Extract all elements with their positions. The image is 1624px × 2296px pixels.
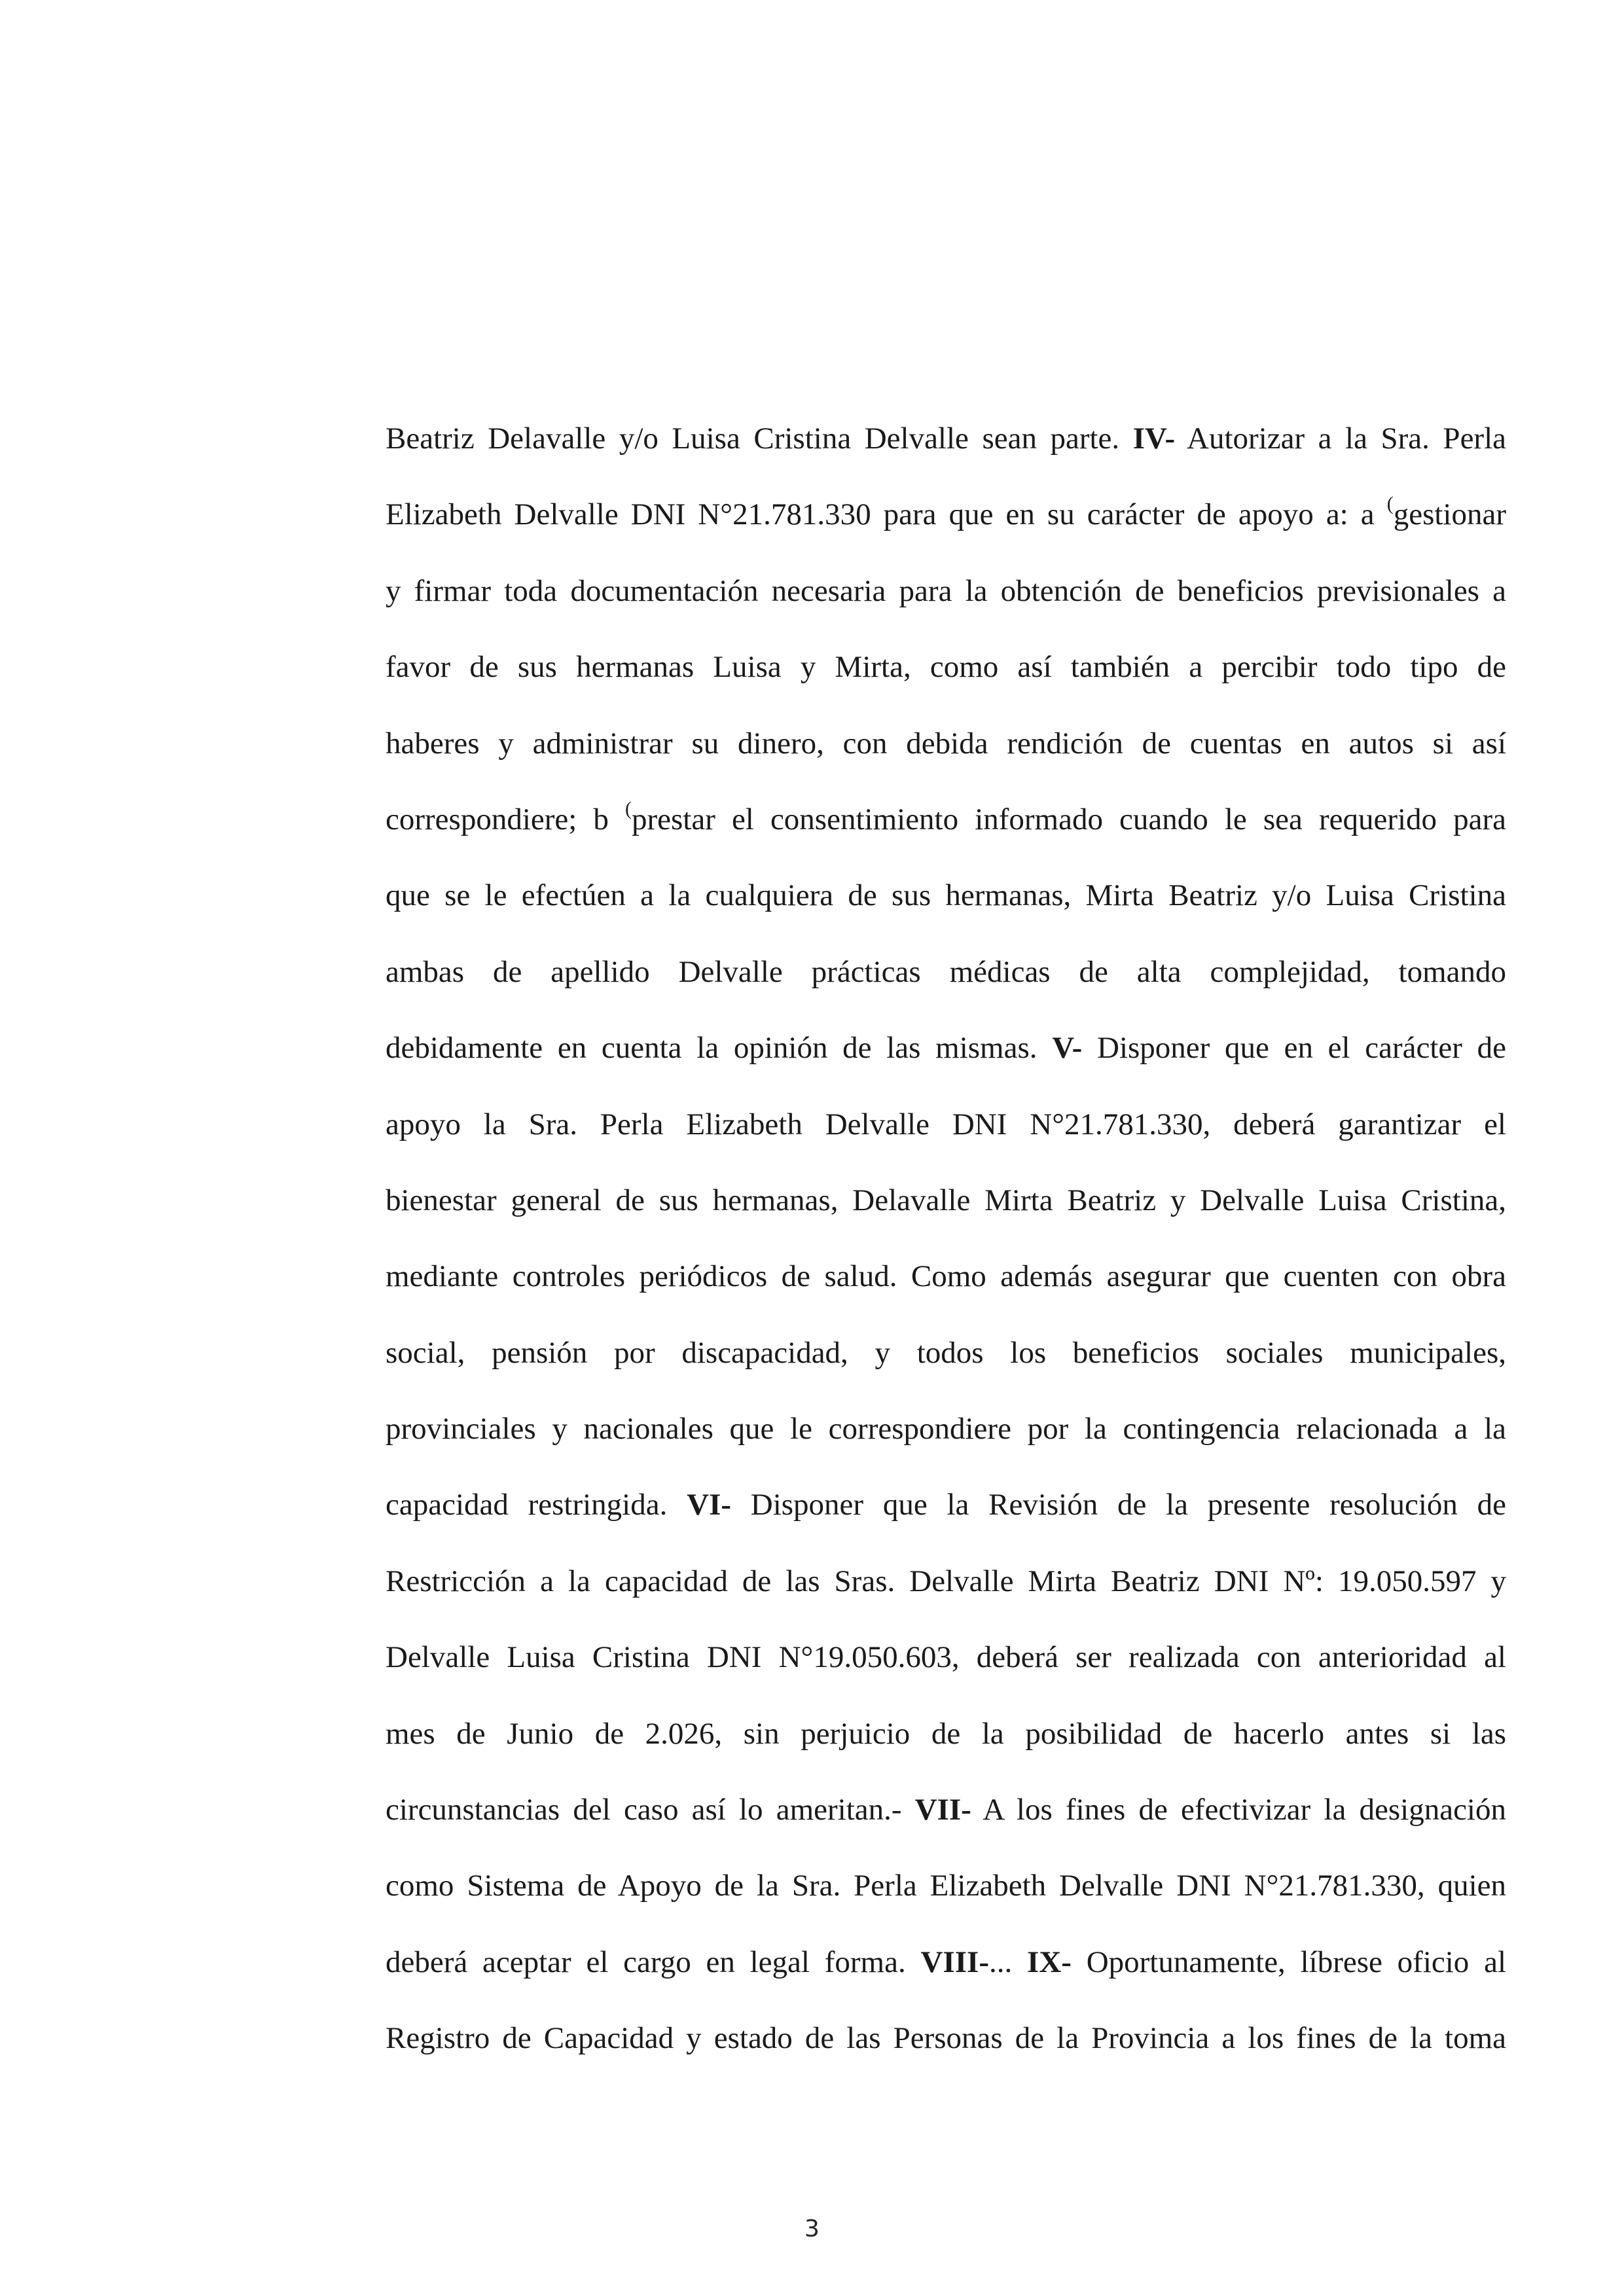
text-run: ... — [988, 1945, 1028, 1979]
text-run: A los fines de efectivizar la designación — [971, 1793, 1506, 1827]
text-line — [386, 1619, 1506, 1695]
text-run: circunstancias del caso así lo ameritan.- — [386, 1793, 915, 1827]
superscript-parenthesis: ( — [1386, 493, 1394, 515]
page-number: 3 — [804, 2215, 820, 2242]
text-run: mes de Junio de 2.026, sin perjuicio de la posibilidad de hacerlo antes si las — [386, 1716, 1506, 1751]
text-line — [386, 1162, 1506, 1238]
text-run: ambas de apellido Delvalle prácticas médicas de alta complejidad, tomando — [386, 954, 1506, 989]
text-line — [386, 401, 1506, 476]
text-line — [386, 934, 1506, 1010]
text-run: social, pensión por discapacidad, y todos los beneficios sociales municipales, — [386, 1335, 1506, 1370]
text-run: como Sistema de Apoyo de la Sra. Perla Elizabeth Delvalle DNI N°21.781.330, quien — [386, 1869, 1506, 1903]
section-numeral: IX- — [1027, 1945, 1072, 1979]
text-line — [386, 1543, 1506, 1619]
text-run: capacidad restringida. — [386, 1488, 687, 1522]
text-line — [386, 553, 1506, 629]
section-numeral: IV- — [1132, 422, 1176, 456]
text-run: Elizabeth Delvalle DNI N°21.781.330 para que en su carácter de apoyo a: a — [386, 497, 1387, 532]
text-run: provinciales y nacionales que le correspondiere por la contingencia relacionada a la — [386, 1412, 1506, 1446]
text-run: que se le efectúen a la cualquiera de sus hermanas, Mirta Beatriz y/o Luisa Cristina — [386, 878, 1506, 913]
text-line — [386, 1238, 1506, 1314]
text-run: deberá aceptar el cargo en legal forma. — [386, 1945, 921, 1979]
text-run: mediante controles periódicos de salud. Como además asegurar que cuenten con obra — [386, 1259, 1506, 1294]
text-run: Delvalle Luisa Cristina DNI N°19.050.603, deberá ser realizada con anterioridad al — [386, 1640, 1506, 1675]
text-run: debidamente en cuenta la opinión de las mismas. — [386, 1031, 1053, 1066]
text-line — [386, 1010, 1506, 1086]
text-run: favor de sus hermanas Luisa y Mirta, como así también a percibir todo tipo de — [386, 650, 1506, 685]
text-run: apoyo la Sra. Perla Elizabeth Delvalle DNI N°21.781.330, deberá garantizar el — [386, 1107, 1506, 1141]
text-line — [386, 857, 1506, 933]
text-line — [386, 1924, 1506, 2000]
text-run: y firmar toda documentación necesaria para la obtención de beneficios previsionales a — [386, 573, 1506, 608]
text-line — [386, 1315, 1506, 1391]
text-run: Restricción a la capacidad de las Sras. Delvalle Mirta Beatriz DNI Nº: 19.050.597 y — [386, 1564, 1506, 1598]
text-line — [386, 2000, 1506, 2076]
text-run: haberes y administrar su dinero, con debida rendición de cuentas en autos si así — [386, 726, 1506, 761]
text-line — [386, 629, 1506, 705]
text-line — [386, 1848, 1506, 1924]
section-numeral: V- — [1052, 1031, 1083, 1066]
text-line — [386, 1086, 1506, 1162]
text-run: Beatriz Delavalle y/o Luisa Cristina Delvalle sean parte. — [386, 422, 1133, 456]
text-line — [386, 781, 1506, 857]
text-line — [386, 1467, 1506, 1543]
section-numeral: VII- — [914, 1793, 971, 1827]
text-line — [386, 476, 1506, 552]
section-numeral: VIII- — [920, 1945, 989, 1979]
text-run: bienestar general de sus hermanas, Delavalle Mirta Beatriz y Delvalle Luisa Cristina, — [386, 1183, 1506, 1217]
text-run: Oportunamente, líbrese oficio al — [1071, 1945, 1507, 1979]
text-line — [386, 1772, 1506, 1848]
text-run: Registro de Capacidad y estado de las Personas de la Provincia a los fines de la toma — [386, 2021, 1506, 2056]
text-run: correspondiere; b — [386, 802, 625, 836]
document-body-text — [386, 401, 1506, 2077]
section-numeral: VI- — [687, 1488, 732, 1522]
text-run: gestionar — [1393, 497, 1506, 532]
text-run: Disponer que la Revisión de la presente resolución de — [731, 1488, 1507, 1522]
text-line — [386, 1391, 1506, 1467]
superscript-parenthesis: ( — [624, 797, 632, 819]
text-line — [386, 706, 1506, 781]
text-run: Autorizar a la Sra. Perla — [1175, 422, 1507, 456]
text-line — [386, 1696, 1506, 1772]
text-run: Disponer que en el carácter de — [1082, 1031, 1506, 1066]
text-run: prestar el consentimiento informado cuando le sea requerido para — [631, 802, 1507, 836]
